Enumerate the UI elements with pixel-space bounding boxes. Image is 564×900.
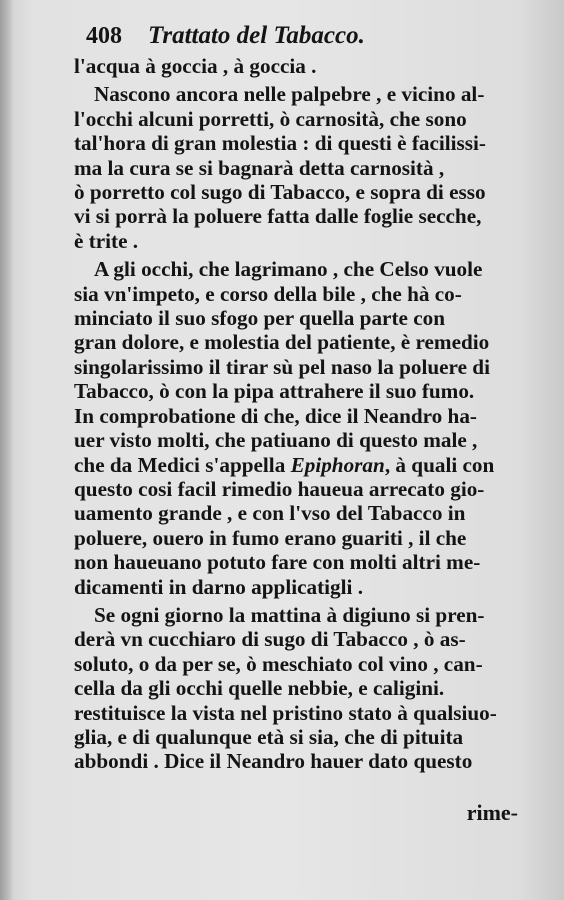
text-line: tal'hora di gran molestia : di questi è facilissi-	[74, 131, 486, 156]
paragraph	[74, 603, 544, 774]
text-line: singolarissimo il tirar sù pel naso la poluere di	[74, 354, 490, 379]
text-line: minciato il suo sfogo per quella parte con	[74, 306, 445, 331]
body-text	[74, 54, 544, 778]
text-line: è trite .	[74, 228, 139, 253]
text-line: dicamenti in darno applicatigli .	[74, 574, 364, 599]
latin-term: Epiphoran	[290, 452, 385, 477]
text-line: Nascono ancora nelle palpebre , e vicino al-	[94, 82, 485, 107]
text-line: uer visto molti, che patiuano di questo male ,	[74, 428, 478, 453]
text-line: derà vn cucchiaro di sugo di Tabacco , ò as-	[74, 627, 466, 652]
text-line: A gli occhi, che lagrimano , che Celso vuole	[94, 257, 483, 282]
text-line: sia vn'impeto, e corso della bile , che hà co-	[74, 281, 462, 306]
text-line: Tabacco, ò con la pipa attrahere il suo fumo.	[74, 379, 475, 404]
gutter-shadow	[0, 0, 14, 900]
paragraph	[74, 257, 544, 599]
text-line: Se ogni giorno la mattina à digiuno si pren-	[94, 602, 485, 627]
text-line: gran dolore, e molestia del patiente, è remedio	[74, 330, 490, 355]
text-line: l'acqua à goccia , à goccia .	[74, 54, 317, 78]
page-number: 408	[86, 23, 122, 49]
text-line: uamento grande , e con l'vso del Tabacco in	[74, 501, 466, 526]
text-line: ò porretto col sugo di Tabacco, e sopra di esso	[74, 180, 486, 205]
catchword: rime-	[466, 800, 518, 825]
paragraph	[74, 82, 544, 253]
text-line: cella da gli occhi quelle nebbie, e caligini.	[74, 676, 445, 701]
running-title: Trattato del Tabacco.	[148, 22, 365, 49]
text-line: che da Medici s'appella Epiphoran, à quali con	[74, 452, 495, 477]
paragraph	[74, 54, 544, 78]
text-line: restituisce la vista nel pristino stato à qualsiuo-	[74, 700, 497, 725]
text-line: vi si porrà la poluere fatta dalle foglie secche,	[74, 204, 482, 229]
text-line: l'occhi alcuni porretti, ò carnosità, che sono	[74, 106, 467, 131]
text-line: ma la cura se si bagnarà detta carnosità ,	[74, 155, 445, 180]
text-line: questo cosi facil rimedio haueua arrecato gio-	[74, 476, 485, 501]
text-line: non haueuano potuto fare con molti altri me-	[74, 550, 481, 575]
text-line: abbondi . Dice il Neandro hauer dato questo	[74, 749, 473, 774]
text-line: soluto, o da per se, ò meschiato col vino , can-	[74, 651, 483, 676]
text-line: In comprobatione di che, dice il Neandro ha-	[74, 403, 477, 428]
text-line: glia, e di qualunque età si sia, che di pituita	[74, 724, 464, 749]
text-line: poluere, ouero in fumo erano guariti , il che	[74, 525, 467, 550]
page-header	[86, 22, 414, 58]
